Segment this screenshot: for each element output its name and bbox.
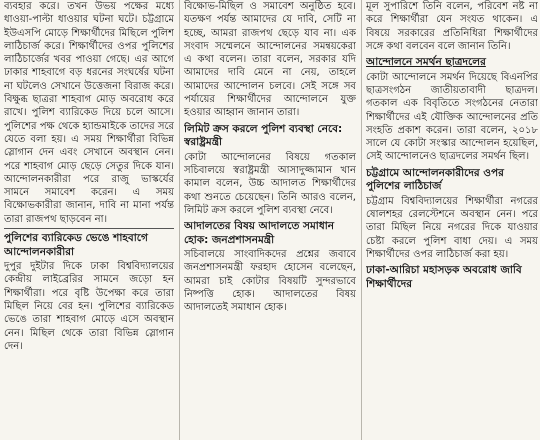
col2-heading-1: লিমিট ক্রস করলে পুলিশ ব্যবস্থা নেবে: স্বরাষ্ট্রমন্ত্রী <box>184 122 343 149</box>
col2-heading-2: আদালতের বিষয় আদালতে সমাধান হোক: জনপ্রশাসনমন্ত্রী <box>184 220 335 246</box>
col1-para-1: ব্যবহার করে। তখন উভয় পক্ষের মধ্যে ধাওয়া-পাল্টা ধাওয়ার ঘটনা ঘটে। চট্টগ্রামে ইউএসপি মোড়ে শিক্ষার্থীদের মিছিলে পুলিশ লাঠিচার্জ করে। শিক্ষার্থীদের ওপর পুলিশের লাঠিচার্জের খবর পাওয়া গেছে। এর আগে ঢাকার শাহবাগে বড় ধরনের সংঘর্ষের ঘটনা না ঘটলেও সেখানে উত্তেজনা বিরাজ করে। বিক্ষুব্ধ ছাত্ররা শাহবাগ মোড় অবরোধ করে রাখে। পুলিশ ব্যারিকেড দিয়ে চলে আসে। পুলিশের পক্ষ থেকে হ্যান্ডমাইকে তাদের সরে যেতে বলা হয়। এ সময় শিক্ষার্থীরা বিভিন্ন স্লোগান দেন এবং সেখানে অবস্থান নেন। পরে শাহবাগ মোড় ছেড়ে সেতুর দিকে যান। আন্দোলনকারীরা পরে রাজু ভাস্কর্যের সামনে সমাবেশ করেন। এ সময় বিক্ষোভকারীরা জানান, দাবি না মানা পর্যন্ত তারা রাজপথ ছাড়বেন না। <box>4 1 174 225</box>
col3-para-3: চট্টগ্রাম বিশ্ববিদ্যালয়ের শিক্ষার্থীরা নগরের ষোলশহর রেলস্টেশনে অবস্থান নেন। পরে তারা মিছিল নিয়ে নগরের দিকে যাওয়ার চেষ্টা করলে পুলিশ বাধা দেয়। এ সময় শিক্ষার্থীদের ওপর লাঠিচার্জ করা হয়। <box>366 195 538 260</box>
column-1 <box>4 0 174 440</box>
col2-para-3: সচিবালয়ে সাংবাদিকদের প্রশ্নের জবাবে জনপ্রশাসনমন্ত্রী ফরহাদ হোসেন বলেছেন, আমরা চাই কোটার বিষয়টি সুন্দরভাবে নিষ্পত্তি হোক। আদালতের বিষয় আদালতেই সমাধান হোক। <box>184 249 356 314</box>
col3-heading-3: ঢাকা-আরিচা মহাসড়ক অবরোধ জাবি শিক্ষার্থীদের <box>366 264 522 290</box>
col2-para-1: বিক্ষোভ-মিছিল ও সমাবেশ অনুষ্ঠিত হবে। যতক্ষণ পর্যন্ত আমাদের যে দাবি, সেটি না হচ্ছে, আমরা রাজপথ ছেড়ে যাব না। এক সংবাদ সম্মেলনে আন্দোলনের সমন্বয়কেরা এ কথা বলেন। তারা বলেন, সরকার যদি আমাদের দাবি মেনে না নেয়, তাহলে আমাদের আন্দোলন চলবে। সেই সঙ্গে সব পর্যায়ের শিক্ষার্থীদের আন্দোলনে যুক্ত হওয়ার আহ্বান জানান তারা। <box>184 1 356 119</box>
column-divider-2 <box>361 0 362 440</box>
col1-para-2: দুপুর দুইটার দিকে ঢাকা বিশ্ববিদ্যালয়ের কেন্দ্রীয় লাইব্রেরির সামনে জড়ো হন শিক্ষার্থীরা। পরে বৃষ্টি উপেক্ষা করে তারা মিছিল নিয়ে বের হন। পুলিশের ব্যারিকেড ভেঙে তারা শাহবাগ মোড়ে এসে অবস্থান নেন। মিছিল থেকে তারা বিভিন্ন স্লোগান দেন। <box>4 261 174 352</box>
col2-para-2: কোটা আন্দোলনের বিষয়ে গতকাল সচিবালয়ে স্বরাষ্ট্রমন্ত্রী আসাদুজ্জামান খান কামাল বলেন, উচ্চ আদালত শিক্ষার্থীদের কথা শুনতে চেয়েছেন। তিনি আরও বলেন, লিমিট ক্রস করলে পুলিশ ব্যবস্থা নেবে। <box>184 151 356 216</box>
col3-para-2: কোটা আন্দোলনে সমর্থন দিয়েছে বিএনপির ছাত্রসংগঠন জাতীয়তাবাদী ছাত্রদল। গতকাল এক বিবৃতিতে সংগঠনের নেতারা শিক্ষার্থীদের এই যৌক্তিক আন্দোলনের প্রতি সংহতি প্রকাশ করেন। তারা বলেন, ২০১৮ সালে যে কোটা সংস্কার আন্দোলন হয়েছিল, সেই আন্দোলনেও ছাত্রদলের সমর্থন ছিল। <box>366 71 538 163</box>
col3-heading-2: চট্টগ্রামে আন্দোলনকারীদের ওপর পুলিশের লাঠিচার্জ <box>366 166 504 193</box>
col3-heading-1: আন্দোলনে সমর্থন ছাত্রদলের <box>366 56 486 69</box>
col3-para-1: মূল সুপারিশে তিনি বলেন, পরিবেশ নষ্ট না করে শিক্ষার্থীরা যেন সংযত থাকেন। এ বিষয়ে সরকারের প্রতিনিধিরা শিক্ষার্থীদের সঙ্গে কথা বলবেন বলে জানান তিনি। <box>366 1 538 52</box>
column-divider-1 <box>179 0 180 440</box>
col1-heading-1: পুলিশের ব্যারিকেড ভেঙে শাহবাগে আন্দোলনকারীরা <box>4 232 148 258</box>
column-2 <box>184 0 356 440</box>
divider <box>4 228 174 229</box>
column-3 <box>366 0 538 440</box>
